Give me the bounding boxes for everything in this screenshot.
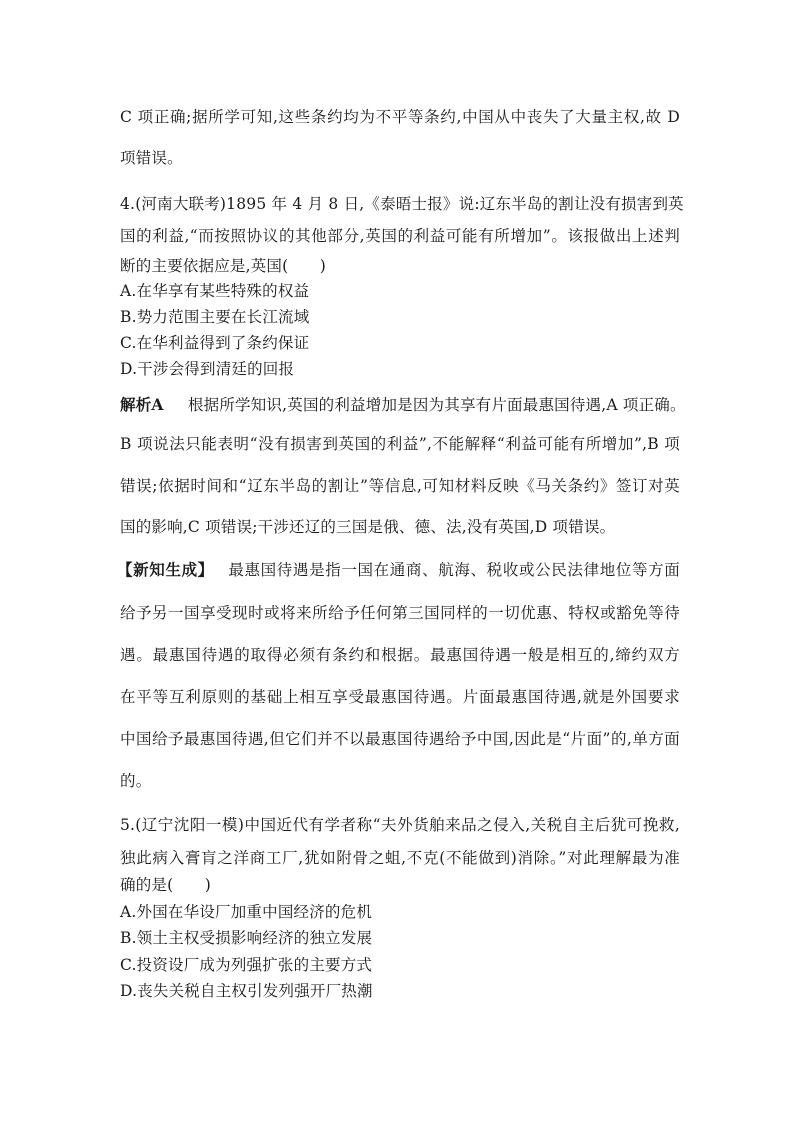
q4-stem-line-3: 断的主要依据应是,英国( ) [120,257,327,275]
q4-option-a: A.在华享有某些特殊的权益 [120,282,310,300]
q4-option-c: C.在华利益得到了条约保证 [120,334,310,352]
q5-stem-line-3: 确的是( ) [120,876,211,894]
prev-answer-line-1: C 项正确;据所学可知,这些条约均为不平等条约,中国从中丧失了大量主权,故 D [120,108,680,126]
q4-stem-line-2: 国的利益,“而按照协议的其他部分,英国的利益可能有所增加”。该报做出上述判 [120,227,680,245]
new-knowledge-line-4: 在平等互利原则的基础上相互享受最惠国待遇。片面最惠国待遇,就是外国要求 [120,688,680,706]
new-knowledge-line-6: 的。 [120,772,152,790]
new-knowledge-label: 【新知生成】 [117,560,214,579]
new-knowledge-line-5: 中国给予最惠国待遇,但它们并不以最惠国待遇给予中国,因此是“片面”的,单方面 [120,730,680,748]
q5-option-b: B.领土主权受损影响经济的独立发展 [120,929,373,947]
q5-option-d: D.丧失关税自主权引发列强开厂热潮 [120,982,373,1000]
q4-option-d: D.干涉会得到清廷的回报 [120,360,295,378]
q5-option-a: A.外国在华设厂加重中国经济的危机 [120,903,373,921]
q4-analysis-line-1 [120,395,685,415]
new-knowledge-line-2: 给予另一国享受现时或将来所给予任何第三国同样的一切优惠、特权或豁免等待 [120,604,680,622]
prev-answer-line-2: 项错误。 [120,149,183,167]
q4-option-b: B.势力范围主要在长江流域 [120,308,310,326]
q4-analysis-text-1: 根据所学知识,英国的利益增加是因为其享有片面最惠国待遇,A 项正确。 [187,396,686,414]
q5-stem-line-1: 5.(辽宁沈阳一模)中国近代有学者称“夫外货舶来品之侵入,关税自主后犹可挽救, [120,816,680,834]
q4-analysis-line-4: 国的影响,C 项错误;干涉还辽的三国是俄、德、法,没有英国,D 项错误。 [120,518,616,536]
analysis-label: 解析A [120,395,164,414]
new-knowledge-line-1: 【新知生成】 最惠国待遇是指一国在通商、航海、税收或公民法律地位等方面 [117,560,681,579]
q5-stem-line-2: 独此病入膏肓之洋商工厂,犹如附骨之蛆,不克(不能做到)消除。”对此理解最为准 [120,849,680,867]
q4-analysis-line-2: B 项说法只能表明“没有损害到英国的利益”,不能解释“利益可能有所增加”,B 项 [120,435,680,453]
q5-option-c: C.投资设厂成为列强扩张的主要方式 [120,956,373,974]
q4-stem-line-1: 4.(河南大联考)1895 年 4 月 8 日,《泰晤士报》说:辽东半岛的割让没有损害到英 [120,195,684,213]
new-knowledge-line-3: 遇。最惠国待遇的取得必须有条约和根据。最惠国待遇一般是相互的,缔约双方 [120,646,680,664]
q4-analysis-line-3: 错误;依据时间和“辽东半岛的割让”等信息,可知材料反映《马关条约》签订对英 [120,477,680,495]
